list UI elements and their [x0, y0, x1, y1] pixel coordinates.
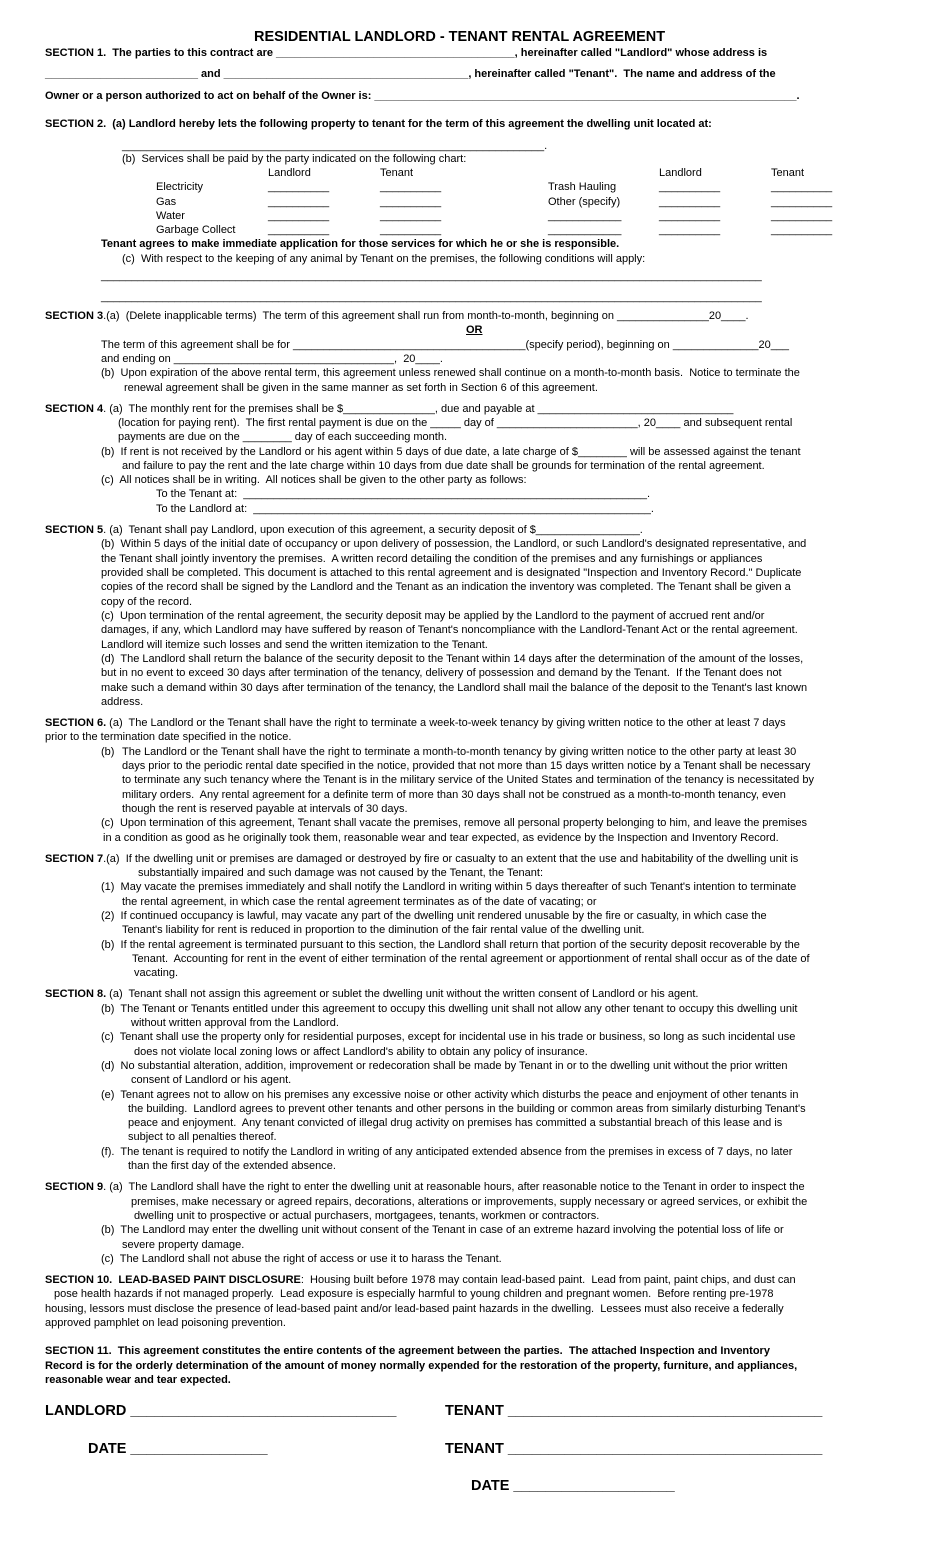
service-gas: Gas	[156, 196, 177, 208]
section-8-e-line-3: peace and enjoyment. Any tenant convicted of illegal drug activity on premises has committed a substantial breach of this lease and is	[128, 1117, 783, 1129]
section-7-line-a	[45, 853, 798, 866]
section-8-b-line-2: without written approval from the Landlord.	[131, 1017, 339, 1029]
service-trash-hauling: Trash Hauling	[548, 181, 617, 193]
section-10-line-2: pose health hazards if not managed properly. Lead exposure is especially harmful to young children and pregnant women. Before renting pre-1978	[54, 1288, 774, 1300]
section-10-line-4: approved pamphlet on lead poisoning prevention.	[45, 1317, 286, 1329]
section-1-line-3: Owner or a person authorized to act on behalf of the Owner is: _____________________________________________________________________.	[45, 90, 800, 102]
section-10-line-1	[45, 1274, 796, 1287]
section-7-item-1: (1) May vacate the premises immediately and shall notify the Landlord in writing within 5 days thereafter of such Tenant's intention to terminate	[101, 881, 797, 893]
section-6-a-text: (a) The Landlord or the Tenant shall have the right to terminate a week-to-week tenancy by giving written notice to the other at least 7 days	[106, 717, 786, 729]
service-garbage: Garbage Collect	[156, 224, 236, 236]
tenant-services-agreement: Tenant agrees to make immediate application for those services for which he or she is responsible.	[101, 238, 620, 250]
landlord-signature-line: LANDLORD _________________________________	[45, 1403, 397, 1419]
section-9-a-text: . (a) The Landlord shall have the right to enter the dwelling unit at reasonable hours, after reasonable notice to the Tenant in order to inspect the	[103, 1181, 805, 1193]
section-6-line-a	[45, 717, 786, 730]
section-4-a-line-2: (location for paying rent). The first rental payment is due on the _____ day of _______________________, 20____ and subsequent rental	[118, 417, 793, 429]
blank-tenant-r2: __________	[771, 196, 833, 208]
section-1-line-1: SECTION 1. The parties to this contract are _______________________________________, hereinafter called "Landlord" whose address is	[45, 47, 768, 59]
section-8-b-line-1: (b) The Tenant or Tenants entitled under this agreement to occupy this dwelling unit shall not allow any other tenant to occupy this dwelling unit	[101, 1003, 798, 1015]
section-9-b-line-2: severe property damage.	[122, 1239, 245, 1251]
section-7-a-line-2: substantially impaired and such damage was not caused by the Tenant, the Tenant:	[138, 867, 544, 879]
col-landlord-right: Landlord	[659, 167, 702, 179]
section-9-line-a	[45, 1181, 805, 1194]
section-2-label: SECTION 2	[45, 118, 104, 130]
section-7-item-1-cont: the rental agreement, in which case the rental agreement terminates as of the date of vacating; or	[122, 896, 597, 908]
section-1-line-2: _________________________ and ________________________________________, hereinafter called "Tenant". The name and address of the	[45, 68, 776, 80]
blank-tenant-r4: __________	[771, 224, 833, 236]
blank-tenant-r1: __________	[771, 181, 833, 193]
section-8-line-a	[45, 988, 698, 1001]
blank-tenant-garbage: __________	[380, 224, 442, 236]
section-7-item-2-cont: Tenant's liability for rent is reduced in proportion to the diminution of the fair rental value of the dwelling unit.	[122, 924, 645, 936]
tenant-signature-line-2: TENANT _______________________________________	[445, 1441, 823, 1457]
section-8-f-line-2: than the first day of the extended absence.	[128, 1160, 336, 1172]
section-2-line-a	[45, 118, 712, 131]
blank-tenant-gas: __________	[380, 196, 442, 208]
animal-conditions-line-2: ____________________________________________________________________________________________________________	[101, 291, 762, 303]
section-5-line: Landlord will itemize such losses and send the written itemization to the Tenant.	[101, 639, 488, 651]
section-4-b-line-2: and failure to pay the rent and the late charge within 10 days from due date shall be grounds for termination of the rental agreement.	[122, 460, 765, 472]
animal-conditions-intro: (c) With respect to the keeping of any animal by Tenant on the premises, the following conditions will apply:	[122, 253, 646, 265]
blank-landlord-electricity: __________	[268, 181, 330, 193]
blank-tenant-r3: __________	[771, 210, 833, 222]
section-10-line-3: housing, lessors must disclose the presence of lead-based paint and/or lead-based paint hazards in the dwelling. Lessees must also receive a federally	[45, 1303, 784, 1315]
section-10-label: SECTION 10. LEAD-BASED PAINT DISCLOSURE	[45, 1274, 301, 1286]
section-9-c: (c) The Landlord shall not abuse the right of access or use it to harass the Tenant.	[101, 1253, 502, 1265]
section-8-c-line-1: (c) Tenant shall use the property only for residential purposes, except for incidental use in his trade or business, so long as such incidental use	[101, 1031, 796, 1043]
section-10-text-1: : Housing built before 1978 may contain lead-based paint. Lead from paint, paint chips, and dust can	[300, 1274, 796, 1286]
section-5-line: (c) Upon termination of the rental agreement, the security deposit may be applied by the Landlord to the payment of accrued rent and/or	[101, 610, 765, 622]
section-9-label: SECTION 9	[45, 1181, 104, 1193]
section-8-c-line-2: does not violate local zoning lows or affect Landlord's ability to obtain any policy of insurance.	[134, 1046, 588, 1058]
section-8-label: SECTION 8.	[45, 988, 107, 1000]
blank-other-specify-2: ____________	[548, 224, 622, 236]
col-tenant-right: Tenant	[771, 167, 805, 179]
landlord-date-line: DATE _________________	[88, 1441, 268, 1457]
section-4-a-line-3: payments are due on the ________ day of each succeeding month.	[118, 431, 448, 443]
document-title: RESIDENTIAL LANDLORD - TENANT RENTAL AGREEMENT	[254, 29, 666, 45]
section-5-a-text: . (a) Tenant shall pay Landlord, upon execution of this agreement, a security deposit of $_________________.	[103, 524, 643, 536]
section-4-line-a	[45, 403, 733, 416]
section-8-a-text: (a) Tenant shall not assign this agreement or sublet the dwelling unit without the written consent of Landlord or his agent.	[106, 988, 699, 1000]
section-6-a-line-2: prior to the termination date specified in the notice.	[45, 731, 292, 743]
section-4-label: SECTION 4	[45, 403, 104, 415]
section-5-line: copy of the record.	[101, 596, 193, 608]
section-11-line-1: SECTION 11. This agreement constitutes the entire contents of the agreement between the parties. The attached Inspection and Inventory	[45, 1345, 770, 1357]
property-address-line: _____________________________________________________________________.	[122, 140, 548, 152]
blank-other-specify-1: ____________	[548, 210, 622, 222]
section-3-a-text: .(a) (Delete inapplicable terms) The term of this agreement shall run from month-to-month, beginning on _______________20____.	[103, 310, 749, 322]
section-7-item-2: (2) If continued occupancy is lawful, may vacate any part of the dwelling unit rendered unusable by the fire or casualty, in which case the	[101, 910, 767, 922]
service-water: Water	[156, 210, 185, 222]
section-6-b-line: days prior to the periodic rental date specified in the notice, provided that not more than 15 days written notice by a Tenant shall be necessary	[122, 760, 811, 772]
col-tenant-left: Tenant	[380, 167, 414, 179]
section-5-line: provided shall be completed. This document is attached to this rental agreement and is designated "Inspection and Inventory Record." Duplicate	[101, 567, 802, 579]
section-5-label: SECTION 5	[45, 524, 104, 536]
section-11-line-3: reasonable wear and tear expected.	[45, 1374, 231, 1386]
blank-landlord-r2: __________	[659, 196, 721, 208]
section-3-label: SECTION 3	[45, 310, 104, 322]
section-6-b-line: The Landlord or the Tenant shall have the right to terminate a month-to-month tenancy by giving written notice to the other party at least 30	[122, 746, 797, 758]
service-other: Other (specify)	[548, 196, 621, 208]
section-4-c: (c) All notices shall be in writing. All notices shall be given to the other party as follows:	[101, 474, 527, 486]
section-4-a-text: . (a) The monthly rent for the premises shall be $_______________, due and payable at ________________________________	[103, 403, 734, 415]
section-7-label: SECTION 7	[45, 853, 104, 865]
tenant-date-line: DATE ____________________	[471, 1478, 675, 1494]
section-3-b-line-1: (b) Upon expiration of the above rental term, this agreement unless renewed shall continue on a month-to-month basis. Notice to terminate the	[101, 367, 800, 379]
section-5-line: damages, if any, which Landlord may have suffered by reason of Tenant's noncompliance with the Landlord-Tenant Act or the rental agreement.	[101, 624, 798, 636]
service-electricity: Electricity	[156, 181, 204, 193]
section-6-c-line-1: (c) Upon termination of this agreement, Tenant shall vacate the premises, remove all personal property belonging to him, and leave the premises	[101, 817, 808, 829]
section-7-a-text: .(a) If the dwelling unit or premises are damaged or destroyed by fire or casualty to an extent that the use and habitability of the dwelling unit is	[103, 853, 799, 865]
section-8-e-line-1: (e) Tenant agrees not to allow on his premises any excessive noise or other activity which disturbs the peace and enjoyment of other tenants in	[101, 1089, 799, 1101]
services-intro: (b) Services shall be paid by the party indicated on the following chart:	[122, 153, 467, 165]
notice-landlord-address: To the Landlord at: _________________________________________________________________.	[156, 503, 654, 515]
blank-landlord-r4: __________	[659, 224, 721, 236]
blank-landlord-water: __________	[268, 210, 330, 222]
or-separator: OR	[466, 324, 483, 336]
blank-landlord-r1: __________	[659, 181, 721, 193]
section-2-a-text: . (a) Landlord hereby lets the following property to tenant for the term of this agreement the dwelling unit located at:	[103, 118, 712, 130]
section-6-b-line: military orders. Any rental agreement for a definite term of more than 30 days shall not be construed as a month-to-month tenancy, even	[122, 789, 786, 801]
section-5-line-a	[45, 524, 643, 537]
section-6-label: SECTION 6.	[45, 717, 107, 729]
section-8-e-line-4: subject to all penalties thereof.	[128, 1131, 277, 1143]
notice-tenant-address: To the Tenant at: __________________________________________________________________.	[156, 488, 651, 500]
section-9-b-line-1: (b) The Landlord may enter the dwelling unit without consent of the Tenant in case of an extreme hazard involving the potential loss of life or	[101, 1224, 784, 1236]
section-11-line-2: Record is for the orderly determination of the amount of money normally expended for the restoration of the property, furniture, and appliances,	[45, 1360, 798, 1372]
section-9-a-line-2: premises, make necessary or agreed repairs, decorations, alterations or improvements, supply necessary or agreed services, or exhibit the	[131, 1196, 808, 1208]
section-5-line: (d) The Landlord shall return the balance of the security deposit to the Tenant within 14 days after the determination of the amount of the losses,	[101, 653, 804, 665]
section-6-c-line-2: in a condition as good as he originally took them, reasonable wear and tear expected, as evidence by the Inspection and Inventory Record.	[103, 832, 779, 844]
section-8-f-line-1: (f). The tenant is required to notify the Landlord in writing of any anticipated extended absence from the premises in excess of 7 days, no later	[101, 1146, 793, 1158]
blank-landlord-gas: __________	[268, 196, 330, 208]
blank-landlord-r3: __________	[659, 210, 721, 222]
section-3-b-line-2: renewal agreement shall be given in the same manner as set forth in Section 6 of this agreement.	[124, 382, 598, 394]
section-9-a-line-3: dwelling unit to prospective or actual purchasers, mortgagees, tenants, workmen or contractors.	[134, 1210, 600, 1222]
blank-landlord-garbage: __________	[268, 224, 330, 236]
animal-conditions-line-1: ____________________________________________________________________________________________________________	[101, 270, 762, 282]
section-7-b-line-3: vacating.	[134, 967, 179, 979]
section-5-line: make such a demand within 30 days after termination of the tenancy, the Landlord shall mail the balance of the deposit to the Tenant's last known	[101, 682, 808, 694]
section-8-d-line-1: (d) No substantial alteration, addition, improvement or redecoration shall be made by Tenant in or to the dwelling unit without the prior written	[101, 1060, 788, 1072]
section-5-line: address.	[101, 696, 144, 708]
section-3-line-a	[45, 310, 749, 323]
term-ending-line: and ending on ____________________________________, 20____.	[101, 353, 443, 365]
section-5-line: (b) Within 5 days of the initial date of occupancy or upon delivery of possession, the Landlord, or such Landlord's designated representative, and	[101, 538, 807, 550]
section-5-line: copies of the record shall be signed by the Landlord and the Tenant as an indication the inventory was completed. The Tenant shall be given a	[101, 581, 791, 593]
section-7-b-line-1: (b) If the rental agreement is terminated pursuant to this section, the Landlord shall return that portion of the security deposit recoverable by the	[101, 939, 800, 951]
tenant-signature-line-1: TENANT _______________________________________	[445, 1403, 823, 1419]
col-landlord-left: Landlord	[268, 167, 311, 179]
blank-tenant-water: __________	[380, 210, 442, 222]
section-7-b-line-2: Tenant. Accounting for rent in the event of either termination of the rental agreement or apportionment of rental shall occur as of the date of	[132, 953, 810, 965]
section-6-b-marker: (b)	[101, 746, 115, 758]
section-4-b-line-1: (b) If rent is not received by the Landlord or his agent within 5 days of due date, a late charge of $________ will be assessed against the tenant	[101, 446, 801, 458]
section-6-b-line: to terminate any such tenancy where the Tenant is in the military service of the United States and termination of the tenancy is necessitated by	[122, 774, 814, 786]
section-5-line: but in no event to exceed 30 days after termination of the tenancy, delivery of possession and demand by the Tenant. If the Tenant does not	[101, 667, 782, 679]
blank-tenant-electricity: __________	[380, 181, 442, 193]
section-8-d-line-2: consent of Landlord or his agent.	[131, 1074, 292, 1086]
section-6-b-line: though the rent is reserved payable at intervals of 30 days.	[122, 803, 408, 815]
term-period-line: The term of this agreement shall be for ______________________________________(specify period), beginning on ______________20___	[101, 339, 790, 351]
section-5-line: the Tenant shall jointly inventory the premises. A written record detailing the condition of the premises and any furnishings or appliances	[101, 553, 763, 565]
section-8-e-line-2: the building. Landlord agrees to prevent other tenants and other persons in the building or common areas from similarly disturbing Tenant's	[128, 1103, 806, 1115]
